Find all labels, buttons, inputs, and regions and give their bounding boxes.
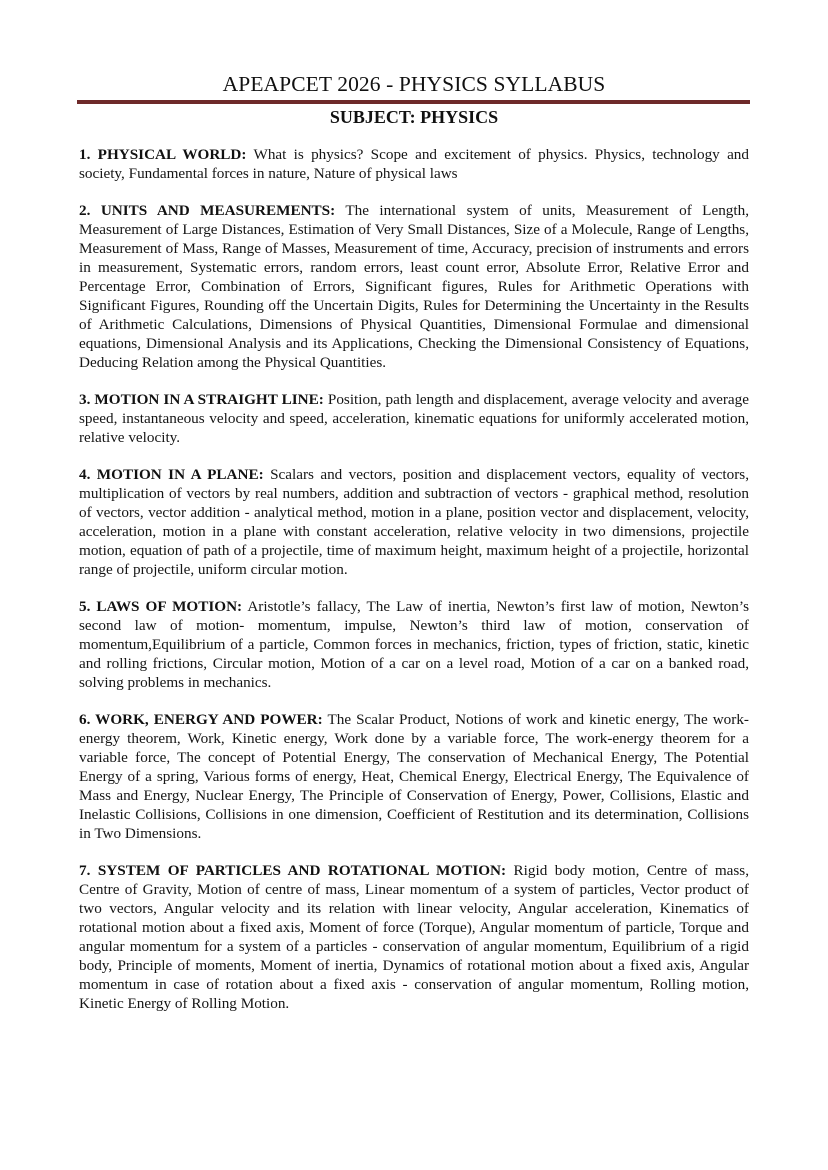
section-heading: 3. MOTION IN A STRAIGHT LINE: bbox=[79, 391, 324, 408]
section-heading: 6. WORK, ENERGY AND POWER: bbox=[79, 711, 323, 728]
section-physical-world bbox=[79, 145, 749, 183]
section-motion-straight-line bbox=[79, 390, 749, 447]
section-body: Aristotle’s fallacy, The Law of inertia, Newton’s first law of motion, Newton’s second law of motion- momentum, impulse, Newton’s third law of motion, conservation of momentum,Equilibrium of a particle, Common forces in mechanics, friction, types of friction, static, kinetic and rolling frictions, Circular motion, Motion of a car on a level road, Motion of a car on a banked road, solving problems in mechanics. bbox=[79, 598, 749, 691]
section-heading: 5. LAWS OF MOTION: bbox=[79, 598, 243, 615]
section-body: Position, path length and displacement, average velocity and average speed, instantaneous velocity and speed, acceleration, kinematic equations for uniformly accelerated motion, relative velocity. bbox=[79, 391, 750, 446]
section-body: Scalars and vectors, position and displacement vectors, equality of vectors, multiplication of vectors by real numbers, addition and subtraction of vectors - graphical method, resolution of vectors, vector addition - analytical method, motion in a plane, position vector and displacement, velocity, acceleration, motion in a plane with constant acceleration, relative velocity in two dimensions, projectile motion, equation of path of a projectile, time of maximum height, maximum height of a projectile, horizontal range of projectile, uniform circular motion. bbox=[79, 466, 750, 578]
section-laws-of-motion bbox=[79, 597, 749, 692]
section-heading: 4. MOTION IN A PLANE: bbox=[79, 466, 264, 483]
section-body: Rigid body motion, Centre of mass, Centre of Gravity, Motion of centre of mass, Linear momentum of a system of particles, Vector product of two vectors, Angular velocity and its relation with linear velocity, Angular acceleration, Kinematics of rotational motion about a fixed axis, Moment of force (Torque), Angular momentum of particle, Torque and angular momentum for a system of a particles - conservation of angular momentum, Equilibrium of a rigid body, Principle of moments, Moment of inertia, Dynamics of rotational motion about a fixed axis, Angular momentum in case of rotation about a fixed axis - conservation of angular momentum, Rolling motion, Kinetic Energy of Rolling Motion. bbox=[79, 862, 749, 1012]
section-heading: 2. UNITS AND MEASUREMENTS: bbox=[79, 202, 336, 219]
section-work-energy-power bbox=[79, 710, 749, 843]
title-divider bbox=[77, 100, 750, 104]
section-heading: 7. SYSTEM OF PARTICLES AND ROTATIONAL MOTION: bbox=[79, 862, 507, 879]
section-motion-in-plane bbox=[79, 465, 749, 579]
document-title: APEAPCET 2026 - PHYSICS SYLLABUS bbox=[222, 72, 606, 96]
section-rotational-motion bbox=[79, 861, 749, 1013]
section-body: The international system of units, Measurement of Length, Measurement of Large Distances, Estimation of Very Small Distances, Size of a Molecule, Range of Lengths, Measurement of Mass, Range of Masses, Measurement of time, Accuracy, precision of instruments and errors in measurement, Systematic errors, random errors, least count error, Absolute Error, Relative Error and Percentage Error, Combination of Errors, Significant figures, Rules for Arithmetic Operations with Significant Figures, Rounding off the Uncertain Digits, Rules for Determining the Uncertainty in the Results of Arithmetic Calculations, Dimensions of Physical Quantities, Dimensional Formulae and dimensional equations, Dimensional Analysis and its Applications, Checking the Dimensional Consistency of Equations, Deducing Relation among the Physical Quantities. bbox=[79, 202, 749, 371]
section-body: The Scalar Product, Notions of work and kinetic energy, The work-energy theorem, Work, Kinetic energy, Work done by a variable force, The work-energy theorem for a variable force, The concept of Potential Energy, The conservation of Mechanical Energy, The Potential Energy of a spring, Various forms of energy, Heat, Chemical Energy, Electrical Energy, The Equivalence of Mass and Energy, Nuclear Energy, The Principle of Conservation of Energy, Power, Collisions, Elastic and Inelastic Collisions, Collisions in one dimension, Coefficient of Restitution and its determination, Collisions in Two Dimensions. bbox=[79, 711, 749, 842]
syllabus-sections bbox=[79, 145, 749, 1031]
subject-heading: SUBJECT: PHYSICS bbox=[329, 107, 499, 127]
section-units-and-measurements bbox=[79, 201, 749, 372]
section-heading: 1. PHYSICAL WORLD: bbox=[79, 146, 247, 163]
section-body: What is physics? Scope and excitement of physics. Physics, technology and society, Fundamental forces in nature, Nature of physical laws bbox=[79, 146, 749, 182]
